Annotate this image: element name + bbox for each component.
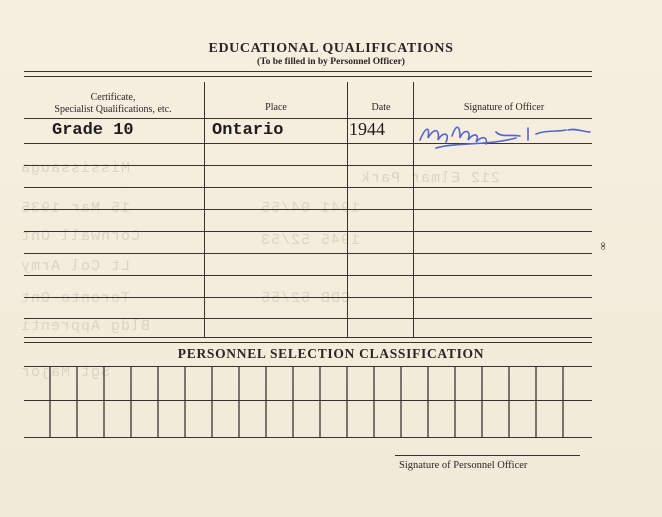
bleed-through-text: Sgt Major [20,364,111,381]
column-header-certificate-line2: Specialist Qualifications, etc. [54,104,172,115]
bleed-through-text: 1945 52/53 [260,232,361,249]
bleed-through-text: Mississauga [20,160,131,177]
bleed-through-text: 1941 04/55 [260,200,361,217]
classification-title: PERSONNEL SELECTION CLASSIFICATION [177,346,485,361]
bleed-through-text: Bldg Apprenti [20,318,151,335]
column-header-date: Date [371,102,391,113]
bleed-through-text: 15 Mar 1935 [20,200,131,217]
bleed-through-text: 212 Elmar Park [360,170,501,187]
bleed-through-text: CDB 52/55 [260,290,351,307]
column-header-place: Place [265,102,287,113]
bleed-through-text: Cornwall Ont [20,228,141,245]
entry-date: 1944 [349,119,385,139]
form-title: EDUCATIONAL QUALIFICATIONS [208,41,454,56]
personnel-signature-label: Signature of Personnel Officer [399,460,528,471]
entry-certificate: Grade 10 [52,121,134,140]
personnel-signature-line [395,455,580,456]
bleed-through-text: Toronto Ont [20,290,131,307]
column-header-signature: Signature of Officer [463,102,545,113]
entry-place: Ontario [212,121,284,140]
column-header-certificate-line1: Certificate, [90,92,136,103]
edge-mark: ∞ [596,242,609,250]
form-subtitle: (To be filled in by Personnel Officer) [257,57,405,67]
bleed-through-text: Lt Col Army [20,258,131,275]
